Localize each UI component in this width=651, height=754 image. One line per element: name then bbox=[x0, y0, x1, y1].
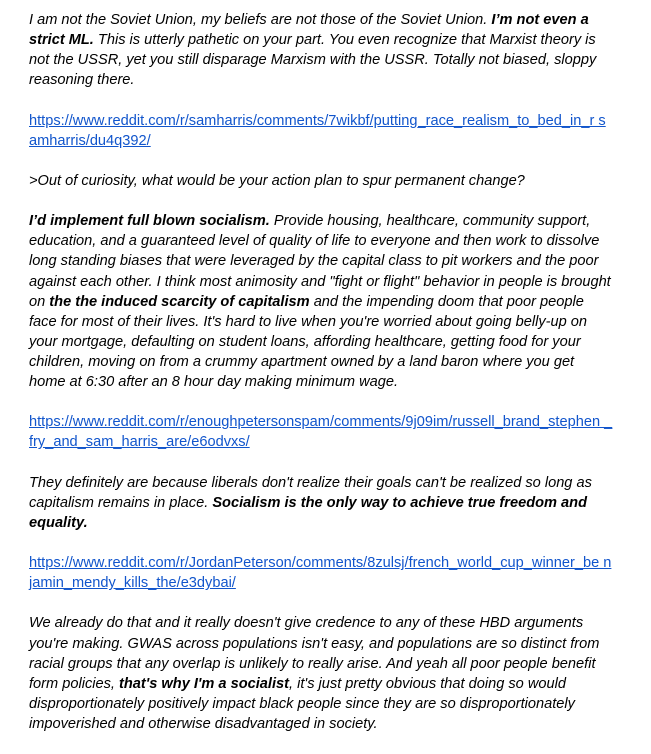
comment-text: This is utterly pathetic on your part. You even recognize that Marxist theory is not the USSR, yet you still disparage Marxism with the USSR. Totally not biased, sloppy reasoning there. bbox=[29, 32, 597, 89]
comment-text: They definitely are because liberals don't realize their goals can't be realized so long as capitalism remains in place. bbox=[29, 474, 592, 511]
reference-link-paragraph bbox=[29, 111, 613, 151]
reddit-comment-link[interactable]: https://www.reddit.com/r/samharris/comments/7wikbf/putting_race_realism_to_bed_in_r samharris/du4q392/ bbox=[29, 112, 606, 149]
comment-text: , it's just pretty obvious that doing so would disproportionately positively impact black people since they are so disproportionately impoverished and otherwise disadvantaged in society. bbox=[29, 675, 575, 732]
quoted-comment-paragraph bbox=[29, 171, 613, 191]
reference-link-paragraph bbox=[29, 553, 613, 593]
emphasized-text: I’m not even a strict ML. bbox=[29, 12, 589, 49]
emphasized-text: I’d implement full blown socialism. bbox=[29, 213, 270, 230]
quoted-comment-paragraph bbox=[29, 473, 613, 533]
quoted-comment-paragraph bbox=[29, 613, 613, 734]
reference-link-paragraph bbox=[29, 412, 613, 452]
reddit-comment-link[interactable]: https://www.reddit.com/r/JordanPeterson/comments/8zulsj/french_world_cup_winner_be njamin_mendy_kills_the/e3dybai/ bbox=[29, 555, 612, 592]
quoted-comment-paragraph bbox=[29, 10, 613, 90]
quoted-comment-paragraph bbox=[29, 211, 613, 392]
comment-text: and the impending doom that poor people face for most of their lives. It's hard to live when you're worried about going belly-up on your mortgage, defaulting on student loans, affording healthcare, getting food for your children, moving on from a crummy apartment owned by a land baron where you get home at 6:30 after an 8 hour day making minimum wage. bbox=[29, 293, 587, 390]
emphasized-text: that's why I'm a socialist bbox=[119, 675, 289, 692]
comment-text: We already do that and it really doesn't give credence to any of these HBD arguments you're making. GWAS across populations isn't easy, and populations are so distinct from racial groups that any overlap is unlikely to really arise. And yeah all poor people benefit form policies, bbox=[29, 615, 600, 692]
comment-text: Provide housing, healthcare, community support, education, and a guaranteed level of quality of life to everyone and then work to dissolve long standing biases that were leveraged by the capital class to pit workers and the poor against each other. I think most animosity and "fight or flight" behavior in people is brought on bbox=[29, 213, 611, 310]
comment-text: >Out of curiosity, what would be your action plan to spur permanent change? bbox=[29, 172, 525, 189]
comment-text: I am not the Soviet Union, my beliefs are not those of the Soviet Union. bbox=[29, 12, 492, 28]
reddit-comment-link[interactable]: https://www.reddit.com/r/enoughpetersonspam/comments/9j09im/russell_brand_stephen _fry_and_sam_harris_are/e6odvxs/ bbox=[29, 414, 613, 451]
document-body bbox=[29, 10, 613, 754]
emphasized-text: Socialism is the only way to achieve true freedom and equality. bbox=[29, 494, 588, 531]
emphasized-text: the the induced scarcity of capitalism bbox=[49, 293, 310, 310]
